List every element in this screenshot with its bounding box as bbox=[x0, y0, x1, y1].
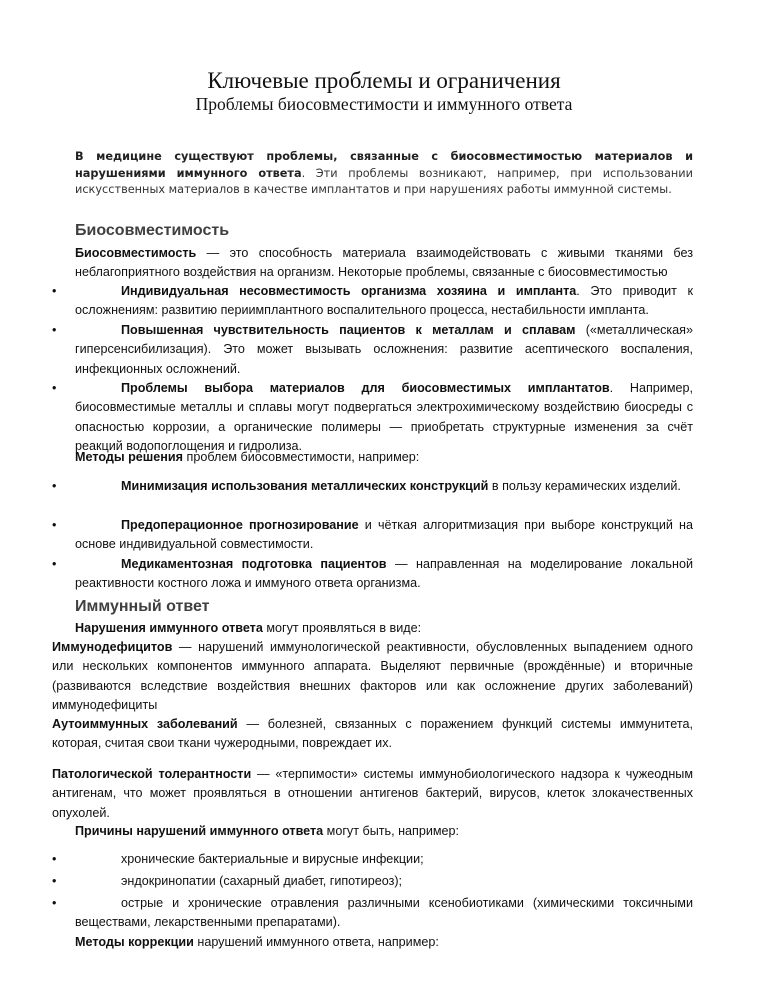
methods-intro bbox=[75, 448, 693, 467]
bullet-icon: • bbox=[52, 479, 57, 493]
item-text: — направленная на моделирование локальной реактивности костного ложа и иммуного ответа организма. bbox=[75, 557, 693, 591]
term-bold: Иммунодефицитов bbox=[52, 640, 173, 654]
bullet-icon: • bbox=[52, 874, 57, 888]
item-text: эндокринопатии (сахарный диабет, гипотиреоз); bbox=[121, 874, 403, 888]
document-subtitle: Проблемы биосовместимости и иммунного ответа bbox=[195, 94, 573, 114]
item-text: . Например, биосовместимые металлы и сплавы могут подвергаться электрохимическому воздействию биосреды с опасностью коррозии, а органические полимеры — приобретать структурные изменения за счёт реакций водопоглощения и гидролиза. bbox=[75, 381, 694, 453]
bullet-icon: • bbox=[52, 284, 57, 298]
intro-text: . Эти проблемы возникают, например, при использовании искусственных материалов в качестве имплантатов и при нарушениях работы иммунной системы. bbox=[75, 166, 693, 196]
autoimmune-paragraph bbox=[52, 715, 693, 754]
intro-bold: В медицине существуют проблемы, связанные с биосовместимостью материалов и нарушениями иммунного ответа bbox=[75, 150, 693, 180]
correction-bold: Методы коррекции bbox=[75, 935, 194, 949]
term-bold: Аутоиммунных заболеваний bbox=[52, 717, 238, 731]
causes-intro bbox=[75, 822, 693, 841]
correction-intro bbox=[75, 933, 693, 952]
item-bold: Проблемы выбора материалов для биосовместимых имплантатов bbox=[121, 381, 610, 395]
item-text: («металлическая» гиперсенсибилизация). Это может вызывать осложнения: развитие асептического воспаления, инфекционных осложнений. bbox=[75, 323, 693, 376]
methods-text: проблем биосовместимости, например: bbox=[183, 450, 420, 464]
item-text: хронические бактериальные и вирусные инфекции; bbox=[121, 852, 424, 866]
section-heading-immune-response: Иммунный ответ bbox=[75, 598, 210, 615]
document-title: Ключевые проблемы и ограничения bbox=[207, 68, 561, 93]
bullet-icon: • bbox=[52, 518, 57, 532]
item-bold: Предоперационное прогнозирование bbox=[121, 518, 359, 532]
bullet-icon: • bbox=[52, 557, 57, 571]
item-bold: Медикаментозная подготовка пациентов bbox=[121, 557, 387, 571]
intro-paragraph bbox=[75, 149, 693, 199]
biocompat-definition bbox=[75, 244, 693, 283]
immune-forms-intro bbox=[75, 619, 693, 638]
definition-term: Биосовместимость bbox=[75, 246, 197, 260]
item-bold: Повышенная чувствительность пациентов к металлам и сплавам bbox=[121, 323, 576, 337]
bullet-icon: • bbox=[52, 896, 57, 910]
item-text: и чёткая алгоритмизация при выборе конструкций на основе индивидуальной совместимости. bbox=[75, 518, 693, 552]
item-text: в пользу керамических изделий. bbox=[488, 479, 681, 493]
term-text: — болезней, связанных с поражением функций системы иммунитета, которая, считая свои ткани чужеродными, повреждает их. bbox=[52, 717, 693, 751]
bullet-icon: • bbox=[52, 852, 57, 866]
item-bold: Минимизация использования металлических конструкций bbox=[121, 479, 489, 493]
bullet-icon: • bbox=[52, 381, 57, 395]
forms-bold: Нарушения иммунного ответа bbox=[75, 621, 263, 635]
methods-bold: Методы решения bbox=[75, 450, 183, 464]
term-bold: Патологической толерантности bbox=[52, 767, 252, 781]
term-text: — нарушений иммунологической реактивности, обусловленных выпадением одного или нескольких компонентов иммунного аппарата. Выделяют первичные (врождённые) и вторичные (развиваются вследствие воздействия внешних факторов или как осложнение других заболеваний) иммунодефициты bbox=[52, 640, 693, 712]
immunodeficiency-paragraph bbox=[52, 638, 693, 715]
causes-text: могут быть, например: bbox=[323, 824, 460, 838]
correction-text: нарушений иммунного ответа, например: bbox=[193, 935, 439, 949]
term-text: — «терпимости» системы иммунобиологического надзора к чужеодным антигенам, что может проявляться в отношении антигенов бактерий, вирусов, клеток злокачественных опухолей. bbox=[52, 767, 693, 820]
item-text: . Это приводит к осложнениям: развитию периимплантного воспалительного процесса, нестабильности импланта. bbox=[75, 284, 693, 318]
bullet-icon: • bbox=[52, 323, 57, 337]
tolerance-paragraph bbox=[52, 765, 693, 823]
item-bold: Индивидуальная несовместимость организма хозяина и импланта bbox=[121, 284, 577, 298]
section-heading-biocompatibility: Биосовместимость bbox=[75, 222, 230, 239]
forms-text: могут проявляться в виде: bbox=[262, 621, 422, 635]
causes-bold: Причины нарушений иммунного ответа bbox=[75, 824, 324, 838]
item-text: острые и хронические отравления различными ксенобиотиками (химическими токсичными веществами, лекарственными препаратами). bbox=[75, 896, 693, 930]
definition-text: — это способность материала взаимодействовать с живыми тканями без неблагоприятного воздействия на организм. Некоторые проблемы, связанные с биосовместимостью bbox=[75, 246, 693, 280]
